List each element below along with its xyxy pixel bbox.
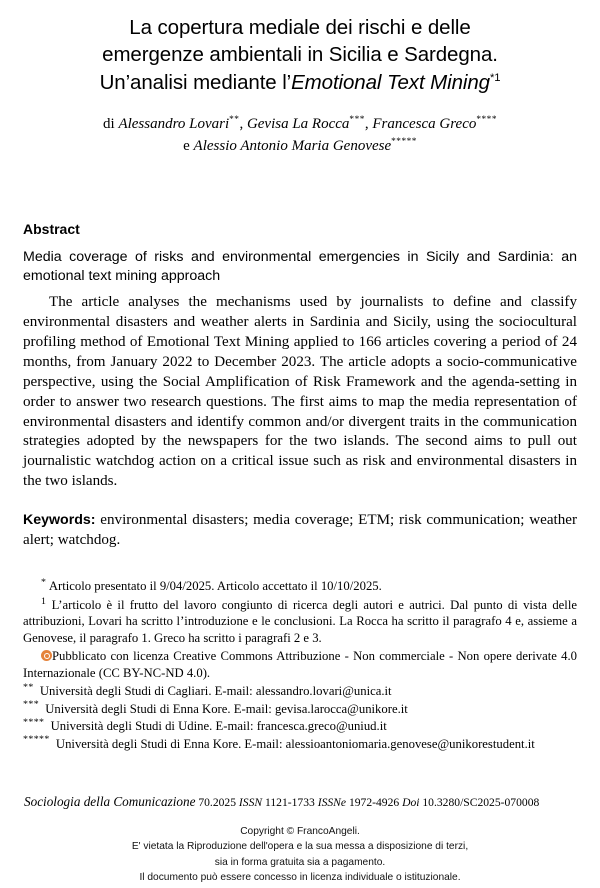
author-3: Francesca Greco: [372, 115, 477, 132]
copyright-footer: [0, 824, 600, 885]
copyright-line-2: E' vietata la Riproduzione dell'opera e la sua messa a disposizione di terzi,: [131, 841, 469, 853]
keywords-value: environmental disasters; media coverage; ETM; risk communication; weather alert; watchdog.: [23, 511, 577, 548]
issn-label: ISSN: [238, 796, 263, 809]
title-line-3-italic: Emotional Text Mining: [291, 70, 490, 94]
footnote-affiliation-1-marker: **: [23, 681, 34, 693]
footnote-1: [23, 597, 577, 647]
footnote-affiliation-1: [23, 683, 577, 700]
author-2-marker: ***: [349, 114, 365, 125]
abstract-heading: Abstract: [23, 221, 80, 238]
copyright-line-1: Copyright © FrancoAngeli.: [240, 826, 360, 837]
abstract-body: The article analyses the mechanisms used by journalists to define and classify environmental disasters and weather alerts in Sardinia and Sicily, using the sociocultural profiling method of Emotional Text Mining applied to 166 articles covering a period of 24 months, from January 2022 to December 2023. The article adopts a socio-communicative perspective, using the Social Amplification of Risk Framework and the agenda-setting in order to answer two research questions. The first aims to map the media representation of environmental disasters and identify common and/or divergent traits in the communication strategies adopted by the newspapers for the two islands. The second aims to pull out journalistic watchdog action on a critical issue such as risk and environmental disasters in the two islands.: [23, 294, 577, 490]
copyright-line-4: Il documento può essere concesso in licenza individuale o istituzionale.: [139, 871, 461, 883]
creative-commons-icon: [41, 650, 52, 661]
copyright-line-3: sia in forma gratuita sia a pagamento.: [214, 856, 386, 868]
footnote-affiliation-3: [23, 718, 577, 735]
footnote-1-text: L’articolo è il frutto del lavoro congiunto di ricerca degli autori e autrici. Dal punto di vista delle attribuzioni, Lovari ha scritto l’introduzione e le conclusioni. La Rocca ha scritto il paragrafo 4 e, assieme a Genovese, il paragrafo 1. Greco ha scritto i paragrafi 2 e 3.: [23, 597, 577, 645]
issne-value: 1972-4926: [346, 796, 403, 809]
issn-value: 1121-1733: [262, 796, 318, 809]
doi-label: Doi: [402, 796, 420, 809]
author-3-marker: ****: [476, 114, 497, 125]
author-conjunction: e: [183, 137, 194, 154]
abstract-section: [0, 221, 600, 550]
footnote-star-marker: *: [41, 576, 47, 588]
footnote-star: [23, 578, 577, 595]
journal-issue: 70.2025: [195, 796, 239, 809]
footnote-license: [23, 648, 577, 681]
footnote-affiliation-2-marker: ***: [23, 699, 40, 711]
author-4: Alessio Antonio Maria Genovese: [193, 137, 392, 154]
journal-citation: [24, 794, 580, 810]
footnote-1-marker: 1: [41, 595, 47, 607]
abstract-english-title: Media coverage of risks and environmental emergencies in Sicily and Sardinia: an emotional text mining approach: [23, 249, 577, 284]
title-line-3-prefix: Un’analisi mediante l’: [99, 70, 292, 94]
title-block: [0, 0, 600, 157]
footnote-affiliation-3-marker: ****: [23, 716, 45, 728]
author-sep-2: ,: [364, 115, 373, 132]
footnote-affiliation-1-text: Università degli Studi di Cagliari. E-mail: alessandro.lovari@unica.it: [36, 684, 392, 698]
author-4-marker: *****: [391, 136, 417, 147]
page-title: [22, 14, 578, 96]
footnote-affiliation-3-text: Università degli Studi di Udine. E-mail: francesca.greco@uniud.it: [47, 719, 387, 733]
footnote-affiliation-2-text: Università degli Studi di Enna Kore. E-mail: gevisa.larocca@unikore.it: [42, 701, 408, 716]
footnote-star-text: Articolo presentato il 9/04/2025. Articolo accettato il 10/10/2025.: [46, 579, 382, 593]
issne-label: ISSNe: [317, 796, 347, 809]
footnote-affiliation-4: [23, 736, 577, 753]
author-1: Alessandro Lovari: [118, 115, 230, 132]
footnote-affiliation-2: [23, 701, 577, 718]
author-sep-1: ,: [239, 115, 247, 132]
keywords-label: Keywords:: [23, 511, 96, 528]
title-line-2: emergenze ambientali in Sicilia e Sardegna.: [102, 43, 498, 67]
author-1-marker: **: [229, 114, 240, 125]
doi-value: 10.3280/SC2025-070008: [419, 796, 540, 809]
journal-name: Sociologia della Comunicazione: [24, 794, 196, 809]
author-2: Gevisa La Rocca: [246, 115, 350, 132]
footnote-license-text: Pubblicato con licenza Creative Commons Attribuzione - Non commerciale - Non opere derivate 4.0 Internazionale (CC BY-NC-ND 4.0).: [23, 649, 577, 680]
title-line-1: La copertura mediale dei rischi e delle: [129, 16, 471, 39]
footnote-affiliation-4-marker: *****: [23, 734, 50, 746]
author-prefix: di: [103, 115, 119, 132]
footnote-affiliation-4-text: Università degli Studi di Enna Kore. E-mail: alessioantoniomaria.genovese@unikorestudent.it: [52, 736, 535, 751]
keywords-line: [23, 511, 577, 551]
title-footnote-marker: *1: [489, 71, 501, 84]
footnotes-section: [23, 578, 577, 753]
author-line: [22, 114, 578, 158]
footnote-affiliations: [23, 683, 577, 752]
